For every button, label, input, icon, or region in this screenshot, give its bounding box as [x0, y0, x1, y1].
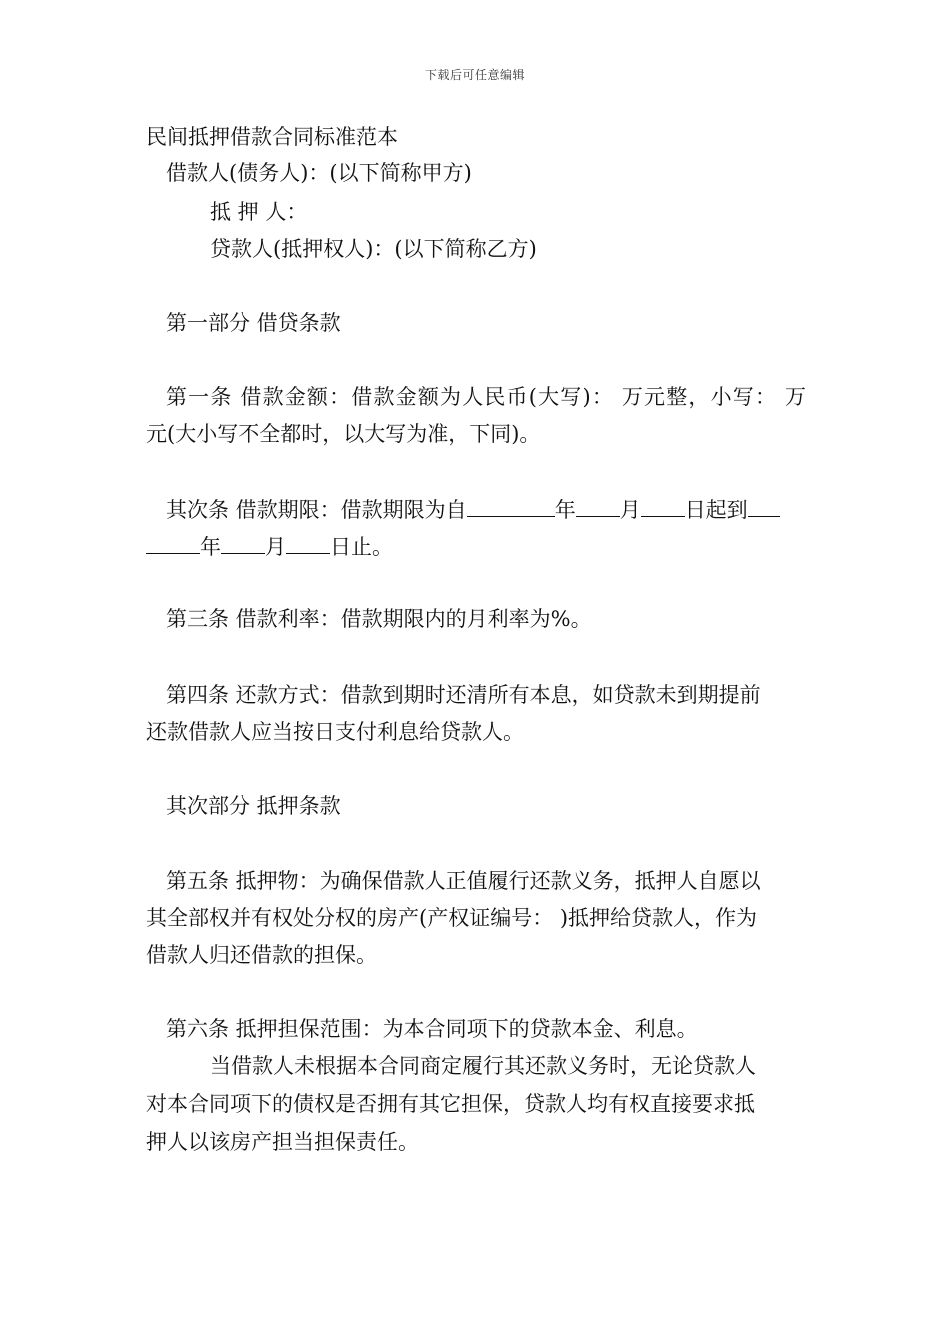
- end-month-blank: [221, 531, 265, 554]
- article2-seg3: 月: [619, 498, 641, 522]
- article5-line2: 其全部权并有权处分权的房产(产权证编号： )抵押给贷款人，作为: [146, 906, 758, 930]
- end-year-blank-rest: [146, 531, 200, 554]
- party-lender: 贷款人(抵押权人)：(以下简称乙方): [210, 237, 537, 261]
- article2-seg4: 日起到: [684, 498, 748, 522]
- article6-line4: 押人以该房产担当担保责任。: [146, 1130, 419, 1154]
- year-blank: [467, 494, 555, 517]
- party-mortgagor: 抵 押 人：: [210, 200, 308, 224]
- end-day-blank: [286, 531, 330, 554]
- article2-line1: [166, 494, 780, 524]
- article2-seg2: 年: [554, 498, 576, 522]
- party-borrower: 借款人(债务人)：(以下简称甲方): [166, 161, 472, 185]
- article2-line2: [146, 531, 393, 561]
- article6-line2: 当借款人未根据本合同商定履行其还款义务时，无论贷款人: [210, 1054, 756, 1078]
- article6-line3: 对本合同项下的债权是否拥有其它担保，贷款人均有权直接要求抵: [146, 1092, 755, 1116]
- month-blank: [576, 494, 620, 517]
- article2-seg6: 月: [265, 535, 286, 559]
- part1-heading: 第一部分 借贷条款: [166, 311, 341, 335]
- end-year-blank-start: [748, 494, 780, 517]
- page-header-note: 下载后可任意编辑: [424, 68, 525, 82]
- article5-line1: 第五条 抵押物：为确保借款人正值履行还款义务，抵押人自愿以: [166, 869, 761, 893]
- article2-seg5: 年: [200, 535, 221, 559]
- article2-seg7: 日止。: [330, 535, 393, 559]
- article3: 第三条 借款利率：借款期限内的月利率为%。: [166, 607, 592, 631]
- article4-line2: 还款借款人应当按日支付利息给贷款人。: [146, 720, 524, 744]
- article1-line1: 第一条 借款金额：借款金额为人民币(大写)： 万元整，小写： 万: [166, 385, 806, 409]
- article5-line3: 借款人归还借款的担保。: [146, 943, 377, 967]
- article1-line2: 元(大小写不全都时，以大写为准，下同)。: [146, 422, 541, 446]
- article6-line1: 第六条 抵押担保范围：为本合同项下的贷款本金、利息。: [166, 1017, 698, 1041]
- article4-line1: 第四条 还款方式：借款到期时还清所有本息，如贷款未到期提前: [166, 683, 761, 707]
- document-title: 民间抵押借款合同标准范本: [146, 125, 398, 149]
- part2-heading: 其次部分 抵押条款: [166, 794, 341, 818]
- day-blank: [641, 494, 685, 517]
- article2-seg1: 其次条 借款期限：借款期限为自: [166, 498, 467, 522]
